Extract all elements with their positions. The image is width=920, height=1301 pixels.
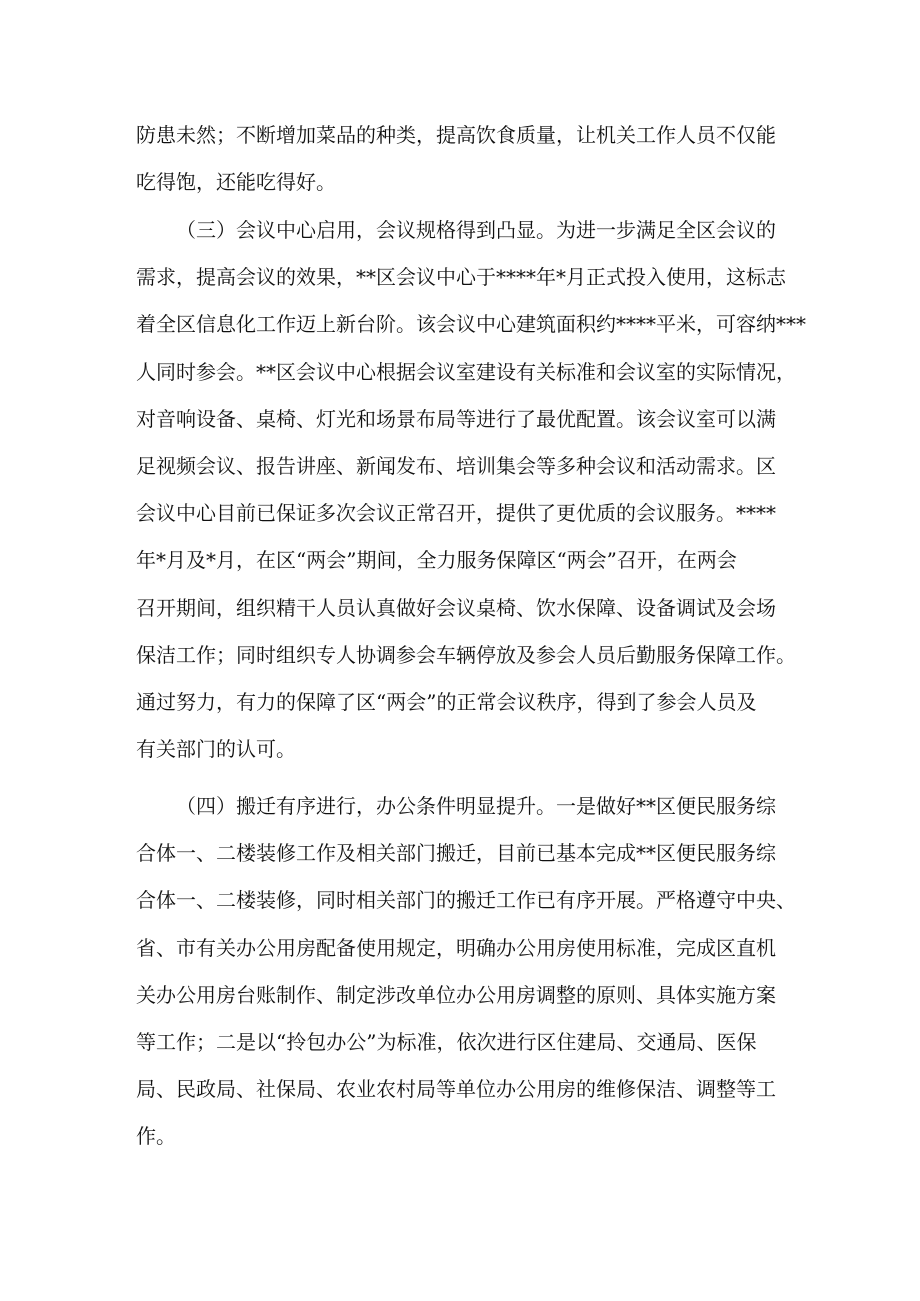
text-line: 吃得饱，还能吃得好。 [136, 170, 336, 195]
paragraph-relocation [136, 783, 796, 1161]
text-line: 年*月及*月，在区“两会”期间，全力服务保障区“两会”召开，在两会 [136, 548, 737, 573]
text-line: （三）会议中心启用，会议规格得到凸显。为进一步满足全区会议的 [176, 218, 776, 242]
text-line: 保洁工作；同时组织专人协调参会车辆停放及参会人员后勤服务保障工作。 [136, 642, 796, 667]
text-line: 局、民政局、社保局、农业农村局等单位办公用房的维修保洁、调整等工 [136, 1077, 776, 1102]
text-line: 合体一、二楼装修工作及相关部门搬迁，目前已基本完成**区便民服务综 [136, 841, 776, 866]
text-line: 合体一、二楼装修，同时相关部门的搬迁工作已有序开展。严格遵守中央、 [136, 888, 796, 913]
text-line: 足视频会议、报告讲座、新闻发布、培训集会等多种会议和活动需求。区 [136, 453, 776, 478]
text-line: 有关部门的认可。 [136, 737, 296, 762]
text-line: 关办公用房台账制作、制定涉改单位办公用房调整的原则、具体实施方案 [136, 982, 776, 1007]
text-line: 人同时参会。**区会议中心根据会议室建设有关标准和会议室的实际情况， [136, 359, 796, 384]
text-line: （四）搬迁有序进行，办公条件明显提升。一是做好**区便民服务综 [176, 794, 776, 818]
text-line: 需求，提高会议的效果，**区会议中心于****年*月正式投入使用，这标志 [136, 265, 786, 290]
text-line: 召开期间，组织精干人员认真做好会议桌椅、饮水保障、设备调试及会场 [136, 595, 776, 620]
text-line: 对音响设备、桌椅、灯光和场景布局等进行了最优配置。该会议室可以满 [136, 406, 776, 431]
text-line: 会议中心目前已保证多次会议正常召开，提供了更优质的会议服务。**** [136, 501, 776, 526]
paragraph-meeting-center [136, 207, 806, 773]
text-line: 等工作；二是以“拎包办公”为标准，依次进行区住建局、交通局、医保 [136, 1029, 757, 1054]
paragraph-continuation [136, 112, 796, 206]
text-line: 着全区信息化工作迈上新台阶。该会议中心建筑面积约****平米，可容纳*** [136, 312, 806, 337]
text-line: 防患未然；不断增加菜品的种类，提高饮食质量，让机关工作人员不仅能 [136, 123, 776, 147]
text-line: 作。 [136, 1124, 176, 1149]
text-line: 省、市有关办公用房配备使用规定，明确办公用房使用标准，完成区直机 [136, 935, 776, 960]
text-line: 通过努力，有力的保障了区“两会”的正常会议秩序，得到了参会人员及 [136, 689, 757, 714]
